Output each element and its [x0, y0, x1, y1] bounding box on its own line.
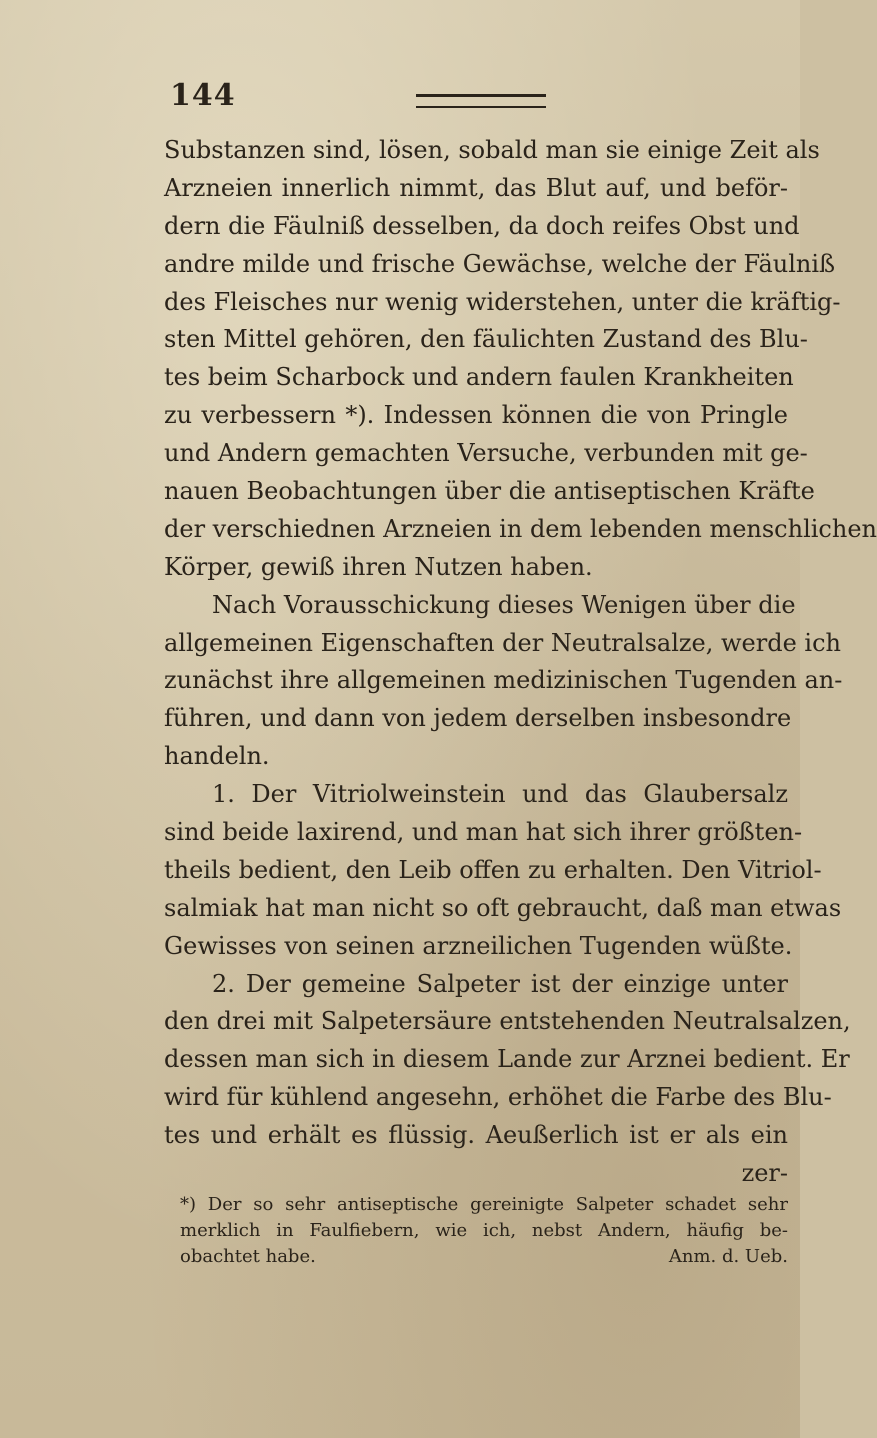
- text-line: der verschiednen Arzneien in dem lebenden menschlichen: [164, 514, 877, 543]
- footnote-line: merklich in Faulfiebern, wie ich, nebst Andern, häufig be-: [180, 1220, 788, 1241]
- text-line: Gewisses von seinen arzneilichen Tugenden wüßte.: [164, 931, 793, 960]
- text-line: tes beim Scharbock und andern faulen Krankheiten: [164, 363, 794, 392]
- text-line: sind beide laxirend, und man hat sich ihrer größten-: [164, 818, 803, 847]
- text-line: handeln.: [164, 742, 270, 771]
- text-line: Arzneien innerlich nimmt, das Blut auf, und beför-: [164, 173, 788, 202]
- text-line: Nach Vorausschickung dieses Wenigen über die: [212, 590, 796, 619]
- footnote-attribution: Anm. d. Ueb.: [668, 1246, 788, 1267]
- text-line: salmiak hat man nicht so oft gebraucht, daß man etwas: [164, 893, 842, 922]
- text-line: dern die Fäulniß desselben, da doch reifes Obst und: [164, 211, 800, 240]
- text-line: wird für kühlend angesehn, erhöhet die Farbe des Blu-: [164, 1083, 832, 1112]
- text-line: führen, und dann von jedem derselben insbesondre: [164, 704, 792, 733]
- footnote-line: *) Der so sehr antiseptische gereinigte Salpeter schadet sehr: [180, 1194, 788, 1215]
- footnote-last-line: [180, 1244, 788, 1270]
- header-rule: [416, 94, 546, 108]
- text-line: nauen Beobachtungen über die antiseptischen Kräfte: [164, 477, 815, 506]
- text-line: tes und erhält es flüssig. Aeußerlich ist er als ein: [164, 1121, 788, 1150]
- text-line: sten Mittel gehören, den fäulichten Zustand des Blu-: [164, 325, 808, 354]
- text-line: Substanzen sind, lösen, sobald man sie einige Zeit als: [164, 136, 820, 164]
- text-line: zunächst ihre allgemeinen medizinischen Tugenden an-: [164, 666, 843, 695]
- text-line: 1. Der Vitriolweinstein und das Glaubersalz: [212, 780, 788, 809]
- page-number: 144: [170, 78, 236, 113]
- text-line: zu verbessern *). Indessen können die von Pringle: [164, 401, 788, 430]
- text-line: und Andern gemachten Versuche, verbunden mit ge-: [164, 439, 808, 468]
- footnote-line: obachtet habe.: [180, 1246, 316, 1267]
- footnote: [180, 1192, 788, 1270]
- text-line: den drei mit Salpetersäure entstehenden Neutralsalzen,: [164, 1007, 851, 1036]
- text-line: 2. Der gemeine Salpeter ist der einzige unter: [212, 969, 788, 998]
- text-line: dessen man sich in diesem Lande zur Arznei bedient. Er: [164, 1045, 850, 1074]
- text-line: des Fleisches nur wenig widerstehen, unter die kräftig-: [164, 287, 841, 316]
- text-line: Körper, gewiß ihren Nutzen haben.: [164, 552, 593, 581]
- page-header: [170, 78, 770, 118]
- text-line: theils bedient, den Leib offen zu erhalten. Den Vitriol-: [164, 855, 822, 884]
- text-line: andre milde und frische Gewächse, welche der Fäulniß: [164, 249, 836, 278]
- text-line: allgemeinen Eigenschaften der Neutralsalze, werde ich: [164, 628, 841, 657]
- body-text: [164, 132, 877, 1193]
- catchword: zer-: [741, 1159, 788, 1188]
